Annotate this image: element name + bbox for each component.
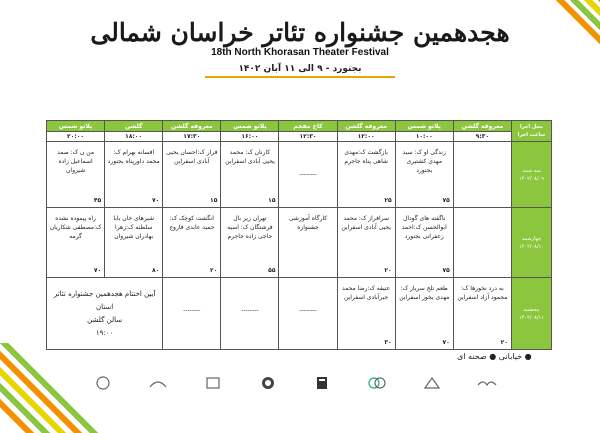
performance-cell: [47, 142, 105, 208]
logo-festival-icon: [474, 375, 500, 391]
table-row: [47, 278, 552, 350]
column-time: ۱۲:۳۰: [279, 132, 337, 142]
performance-text: افسانه بهرام ک: محمد داورپناه بجنورد: [107, 149, 160, 165]
column-venue: معروفه گلشن: [453, 121, 511, 132]
performance-text: --------: [241, 307, 259, 314]
performance-cell: [279, 142, 337, 208]
performance-cell: [163, 208, 221, 278]
column-time: ۲۰:۰۰: [47, 132, 105, 142]
column-time: ۱۷:۳۰: [163, 132, 221, 142]
festival-dates: بجنورد - ۹ الی ۱۱ آبان ۱۴۰۲: [238, 64, 362, 74]
day-name: پنجشنبه: [523, 306, 540, 313]
performance-text: بازگشت ک:مهدی شاهی پناه جاجرم: [344, 149, 388, 165]
festival-title-en: 18th North Khorasan Theater Festival: [211, 47, 389, 58]
performance-cell: [221, 142, 279, 208]
logo-city-council-icon: [255, 375, 281, 391]
performance-text: فرار ک:احسان یحیی آبادی اسفراین: [166, 149, 218, 165]
performance-text: --------: [299, 171, 317, 178]
performance-cell: [453, 142, 511, 208]
column-time: ۹:۳۰: [453, 132, 511, 142]
day-date: ۱۴۰۲/۰۸/۱۰: [519, 243, 544, 250]
performance-cell: [279, 278, 337, 350]
performance-type-legend: ● خیابانی ● صحنه ای: [457, 352, 532, 361]
column-venue: پلاتو شمس: [395, 121, 453, 132]
day-cell: [511, 142, 551, 208]
logo-municipality-icon: [309, 375, 335, 391]
performance-cell: [163, 142, 221, 208]
column-venue: معروفه گلشن: [163, 121, 221, 132]
performance-cell: [105, 142, 163, 208]
column-time: ۱۰:۰۰: [395, 132, 453, 142]
performance-cell: [395, 278, 453, 350]
closing-title: آیین اختتام هجدهمین جشنواره تئاتر استان: [53, 289, 156, 311]
schedule-table: [46, 120, 552, 350]
corner-cell: [511, 121, 551, 142]
performance-count: ۲۰: [384, 267, 392, 274]
column-venue: کاخ مفخم: [279, 121, 337, 132]
sponsor-logos: [90, 372, 500, 394]
performance-cell: [453, 208, 511, 278]
logo-culture-ministry-icon: [90, 375, 116, 391]
performance-cell: [453, 278, 511, 350]
closing-time: ۱۹:۰۰: [95, 328, 114, 337]
day-name: سه شنبه: [522, 167, 541, 174]
performance-text: زندگی او ک: سید مهدی کشتیری بجنورد: [402, 149, 446, 174]
performance-cell: [337, 208, 395, 278]
column-venue: پلاتو شمس: [47, 121, 105, 132]
performance-count: ۷۰: [151, 197, 160, 204]
performance-count: ۸۰: [151, 267, 160, 274]
performance-text: کارنان ک: محمد یحیی آبادی اسفراین: [225, 149, 275, 165]
table-row: [47, 208, 552, 278]
performance-count: ۷۵: [442, 197, 450, 204]
performance-count: ۱۵: [268, 197, 276, 204]
closing-venue: سالن گلشن: [87, 315, 123, 324]
day-date: ۱۴۰۲/۰۸/۱۱: [519, 314, 544, 321]
day-date: ۱۴۰۲/۰۸/۰۹: [519, 175, 544, 182]
performance-count: ۳۰: [384, 339, 392, 346]
performance-text: تهران زیر بال فرشتگان ک: اسیه حاجی زاده جاجرم: [227, 215, 273, 240]
performance-cell: [221, 208, 279, 278]
performance-count: ۱۵: [210, 197, 218, 204]
day-cell: [511, 278, 551, 350]
table-row: [47, 142, 552, 208]
performance-count: ۷۰: [93, 267, 102, 274]
venue-label: محل اجرا: [519, 124, 543, 130]
column-time: ۱۶:۰۰: [221, 132, 279, 142]
performance-count: ۴۵: [93, 197, 102, 204]
performance-cell: [163, 278, 221, 350]
logo-theater-center-icon: [145, 375, 171, 391]
performance-cell: [221, 278, 279, 350]
performance-count: ۲۰: [210, 267, 218, 274]
column-venue: گلشن: [105, 121, 163, 132]
column-time: ۱۸:۰۰: [105, 132, 163, 142]
festival-title-fa: هجدهمین جشنواره تئاتر خراسان شمالی: [90, 18, 510, 47]
performance-text: --------: [183, 307, 201, 314]
dates-underline: [205, 76, 395, 78]
performance-text: کارگاه آموزشی جشنواره: [288, 215, 328, 231]
performance-text: به درد نخورها ک: محمود آزاد اسفراین: [457, 285, 508, 301]
performance-text: --------: [299, 307, 317, 314]
time-label: ساعت اجرا: [517, 132, 546, 138]
performance-text: ناگفته های گودال ابوالحسن ک:احمد زعفرانی بجنورد: [401, 215, 447, 240]
performance-count: ۲۵: [384, 197, 392, 204]
column-venue: پلاتو شمس: [221, 121, 279, 132]
performance-text: من ن ک: صمد اسماعیل زاده شیروان: [57, 149, 95, 174]
closing-ceremony-cell: [47, 278, 163, 350]
column-venue: معروفه گلشن: [337, 121, 395, 132]
performance-cell: [279, 208, 337, 278]
performance-text: عتیقه ک:رضا محمد جیرآبادی اسفراین: [342, 285, 391, 301]
performance-cell: [395, 208, 453, 278]
time-header-row: [47, 132, 552, 142]
performance-text: سرافراز ک: محمد یحیی آبادی اسفراین: [341, 215, 391, 231]
performance-text: شیرهای خان بابا سلطنه ک:زهرا بهادران شیروان: [113, 215, 154, 240]
performance-count: ۵۵: [268, 267, 276, 274]
day-cell: [511, 208, 551, 278]
performance-cell: [47, 208, 105, 278]
performance-count: ۲۰: [500, 339, 508, 346]
performance-text: راه پیموده نشده ک:مصطفی شکاریان گرمه: [49, 215, 102, 240]
performance-cell: [395, 142, 453, 208]
logo-governorate-icon: [200, 375, 226, 391]
festival-header: [0, 18, 600, 78]
day-name: چهارشنبه: [521, 235, 542, 242]
performance-cell: [105, 208, 163, 278]
performance-cell: [337, 142, 395, 208]
column-time: ۱۲:۰۰: [337, 132, 395, 142]
logo-art-house-icon: [364, 375, 390, 391]
performance-cell: [337, 278, 395, 350]
logo-organizer-icon: [419, 375, 445, 391]
performance-text: انگشت کوچک ک: حمید عابدی فاروج: [169, 215, 215, 231]
performance-text: طعم تلخ سرباز ک: مهدی بخور اسفراین: [399, 285, 450, 301]
performance-count: ۷۵: [442, 267, 450, 274]
performance-count: ۷۰: [442, 339, 450, 346]
venue-header-row: [47, 121, 552, 132]
